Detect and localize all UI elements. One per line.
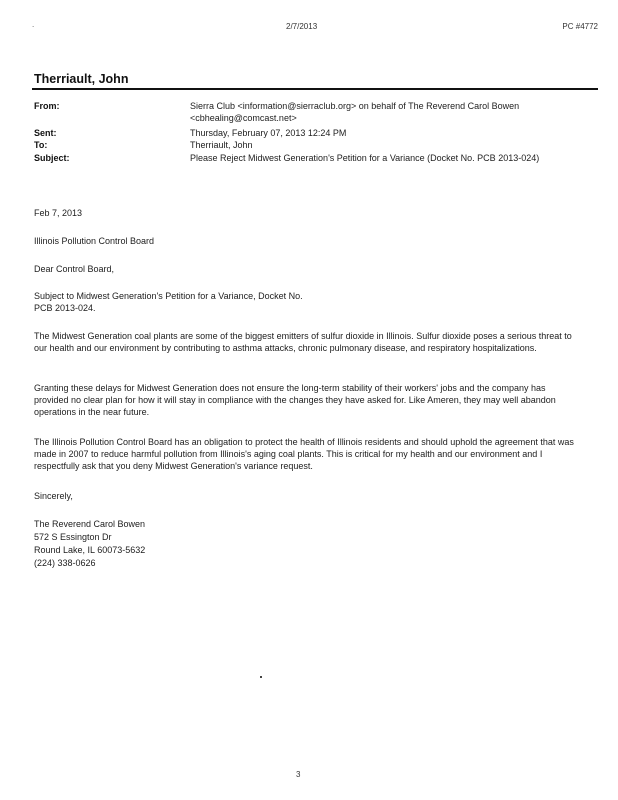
signature-city: Round Lake, IL 60073-5632: [34, 545, 146, 555]
letter-date: Feb 7, 2013: [34, 208, 83, 218]
page-reference: PC #4772: [562, 22, 598, 31]
subject-value: Please Reject Midwest Generation's Petition for a Variance (Docket No. PCB 2013-024): [190, 153, 540, 163]
letter-recipient: Illinois Pollution Control Board: [34, 236, 155, 246]
letter-paragraph-2: Granting these delays for Midwest Generation does not ensure the long-term stability of their workers' jobs and the company has provided no clear plan for how it will stay in compliance with the changes they have asked for. Like Ameren, they may well abandon operations in the near future.: [34, 383, 556, 417]
print-date: 2/7/2013: [286, 22, 318, 31]
subject-label: Subject:: [34, 153, 70, 163]
letter-paragraph-1: The Midwest Generation coal plants are some of the biggest emitters of sulfur dioxide in Illinois. Sulfur dioxide poses a serious threat to our health and our environment by contributing to asthma attacks, chronic pulmonary disease, and respiratory hospitalizations.: [34, 331, 572, 353]
letter-subject-line-1: Subject to Midwest Generation's Petition for a Variance, Docket No.: [34, 291, 303, 301]
signature-name: The Reverend Carol Bowen: [34, 519, 146, 529]
scan-speck: [260, 676, 262, 678]
heading-divider: [32, 88, 598, 90]
letter-greeting: Dear Control Board,: [34, 264, 115, 274]
scan-corner-mark: .: [32, 20, 35, 29]
from-label: From:: [34, 101, 60, 111]
from-value-email: <cbhealing@comcast.net>: [190, 113, 297, 123]
sent-value: Thursday, February 07, 2013 12:24 PM: [190, 128, 347, 138]
signature-street: 572 S Essington Dr: [34, 532, 112, 542]
signature-phone: (224) 338-0626: [34, 558, 96, 568]
letter-subject-line-2: PCB 2013-024.: [34, 303, 96, 313]
to-value: Therriault, John: [190, 140, 253, 150]
to-label: To:: [34, 140, 48, 150]
page-number: 3: [296, 770, 301, 779]
sent-label: Sent:: [34, 128, 57, 138]
from-value: Sierra Club <information@sierraclub.org> on behalf of The Reverend Carol Bowen: [190, 101, 520, 111]
sender-name-heading: Therriault, John: [34, 72, 129, 86]
letter-paragraph-3: The Illinois Pollution Control Board has an obligation to protect the health of Illinois residents and should uphold the agreement that was made in 2007 to reduce harmful pollution from Illinois's aging coal plants. This is critical for my health and our environment and I respectfully ask that you deny Midwest Generation's variance request.: [34, 437, 574, 471]
letter-closing: Sincerely,: [34, 491, 73, 501]
